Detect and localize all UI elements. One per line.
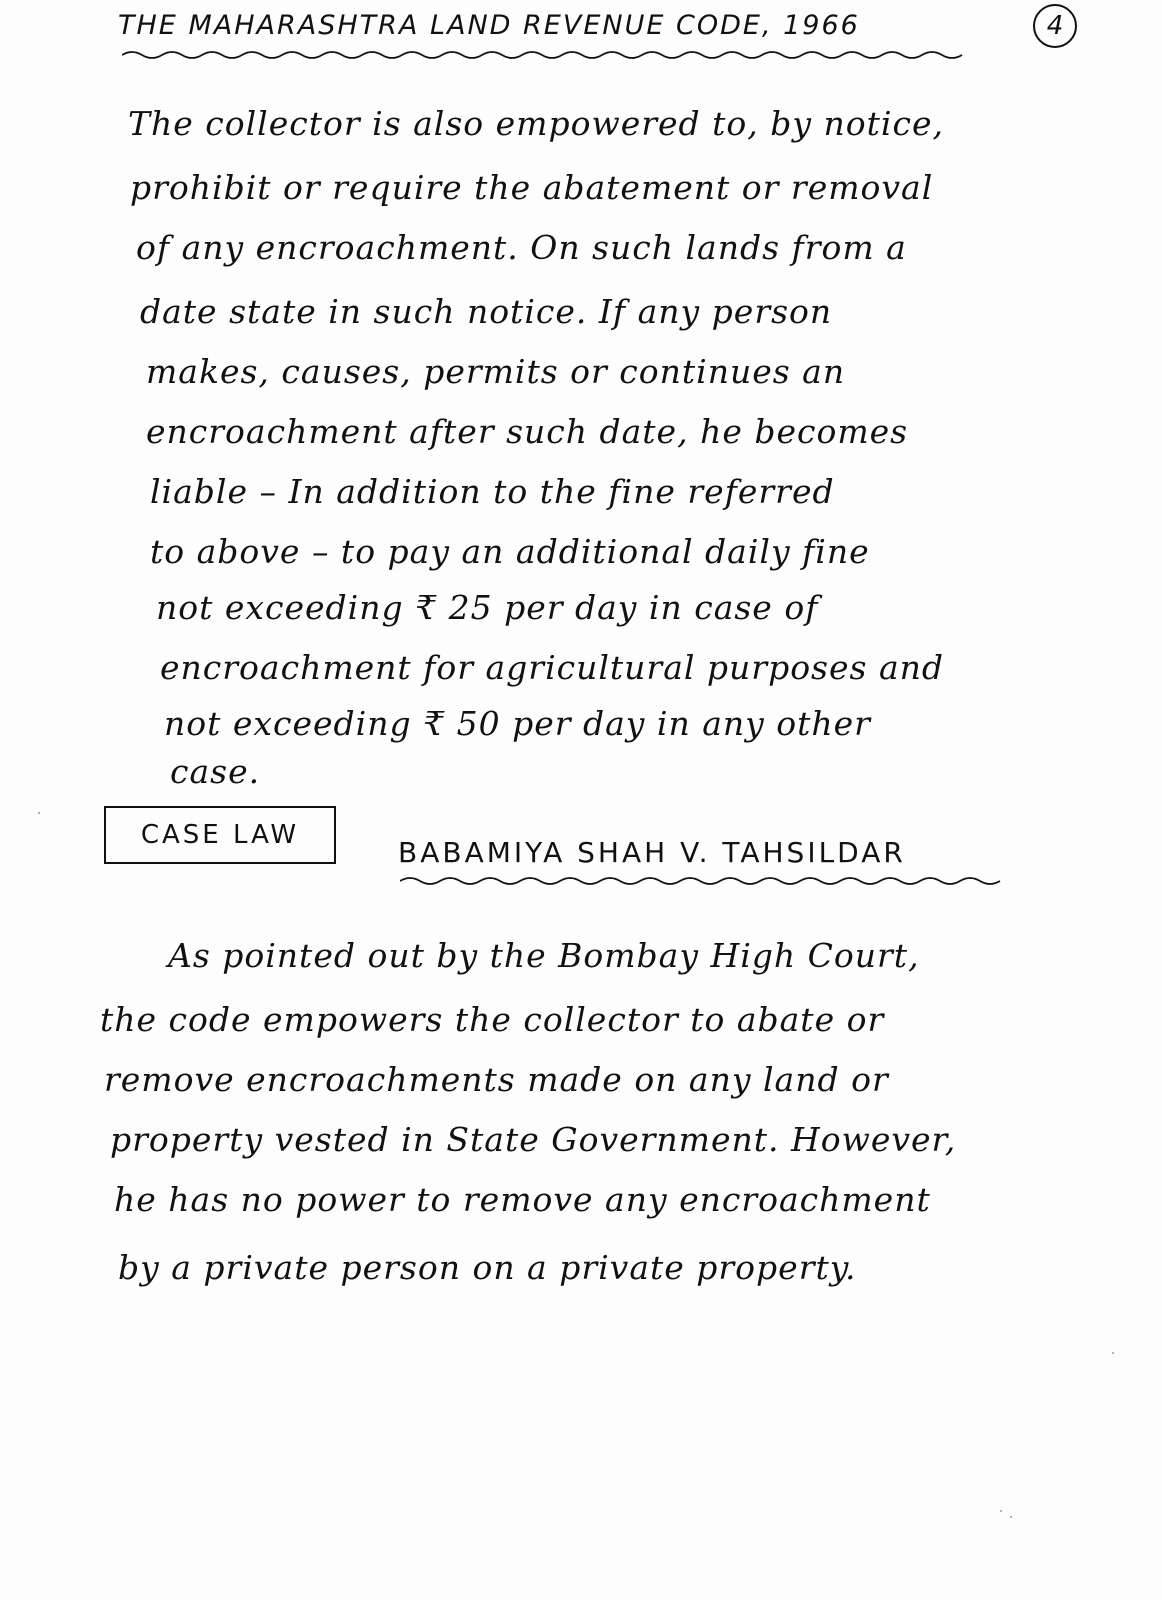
scan-speck	[38, 812, 40, 814]
paragraph-1-line: case.	[170, 752, 261, 791]
paragraph-2-line: by a private person on a private property.	[118, 1248, 857, 1287]
paragraph-1-line: not exceeding ₹ 25 per day in case of	[156, 588, 819, 627]
paragraph-1-line: makes, causes, permits or continues an	[146, 352, 846, 391]
paragraph-2-line: As pointed out by the Bombay High Court,	[168, 936, 920, 975]
paragraph-1-line: encroachment after such date, he becomes	[146, 412, 909, 451]
case-title-wavy-underline	[400, 874, 1010, 888]
paragraph-2-line: the code empowers the collector to abate or	[100, 1000, 885, 1039]
scan-speck	[1112, 1352, 1114, 1354]
title-wavy-underline	[122, 48, 972, 62]
paragraph-1-line: of any encroachment. On such lands from a	[136, 228, 907, 267]
scan-speck	[1010, 1516, 1012, 1518]
page-number: 4	[1033, 4, 1077, 48]
paragraph-2-line: he has no power to remove any encroachment	[114, 1180, 931, 1219]
paragraph-1-line: The collector is also empowered to, by notice,	[128, 104, 944, 143]
paragraph-1-line: to above – to pay an additional daily fine	[150, 532, 870, 571]
case-law-label: CASE LAW	[104, 806, 336, 864]
paragraph-2-line: remove encroachments made on any land or	[104, 1060, 889, 1099]
paragraph-2-line: property vested in State Government. However,	[110, 1120, 957, 1159]
case-title: BABAMIYA SHAH V. TAHSILDAR	[398, 836, 906, 869]
scan-speck	[1000, 1510, 1002, 1512]
paragraph-1-line: liable – In addition to the fine referred	[150, 472, 835, 511]
paragraph-1-line: not exceeding ₹ 50 per day in any other	[164, 704, 871, 743]
paragraph-1-line: prohibit or require the abatement or removal	[130, 168, 934, 207]
paragraph-1-line: encroachment for agricultural purposes and	[160, 648, 945, 687]
document-title: THE MAHARASHTRA LAND REVENUE CODE, 1966	[118, 10, 860, 41]
paragraph-1-line: date state in such notice. If any person	[140, 292, 833, 331]
